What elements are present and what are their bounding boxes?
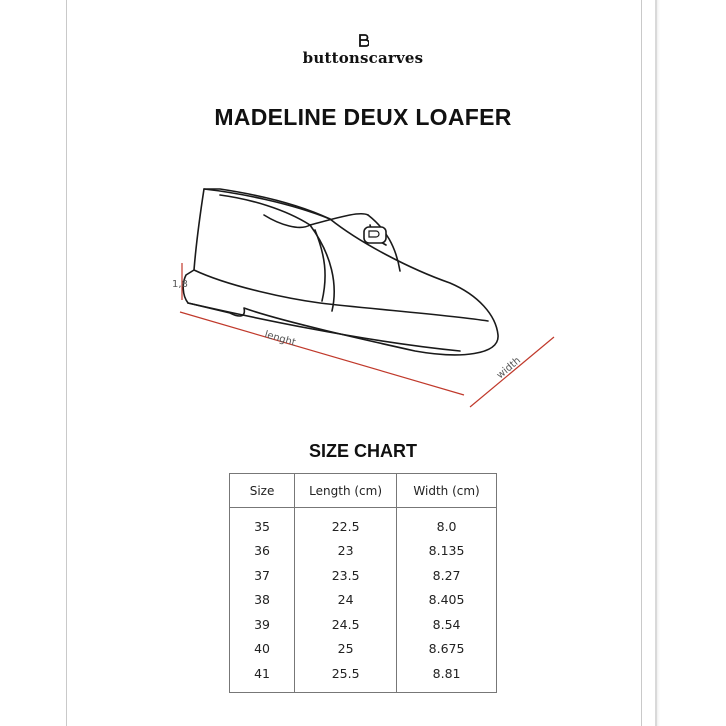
size-cell: 41 xyxy=(230,661,295,692)
length-cell: 23 xyxy=(295,539,397,564)
size-cell: 37 xyxy=(230,563,295,588)
size-cell: 36 xyxy=(230,539,295,564)
size-chart-table xyxy=(229,473,497,693)
length-cell: 25 xyxy=(295,637,397,662)
brand-logo xyxy=(0,33,726,67)
table-row xyxy=(230,539,497,564)
table-row xyxy=(230,612,497,637)
size-cell: 40 xyxy=(230,637,295,662)
length-cell: 22.5 xyxy=(295,508,397,539)
width-cell: 8.405 xyxy=(397,588,497,613)
height-label: 1,8 xyxy=(172,279,188,290)
table-row xyxy=(230,637,497,662)
width-cell: 8.135 xyxy=(397,539,497,564)
buckle-icon xyxy=(364,227,386,243)
loafer-outline xyxy=(183,189,498,355)
monogram-icon xyxy=(357,33,369,49)
size-chart-title: SIZE CHART xyxy=(309,441,417,461)
table-row xyxy=(230,661,497,692)
length-cell: 24.5 xyxy=(295,612,397,637)
size-cell: 38 xyxy=(230,588,295,613)
table-row xyxy=(230,588,497,613)
width-cell: 8.675 xyxy=(397,637,497,662)
product-title: MADELINE DEUX LOAFER xyxy=(214,104,512,130)
length-cell: 24 xyxy=(295,588,397,613)
width-label: width xyxy=(494,355,524,382)
size-cell: 39 xyxy=(230,612,295,637)
length-label: lenght xyxy=(263,329,297,349)
size-chart-header-row xyxy=(230,474,497,508)
length-cell: 25.5 xyxy=(295,661,397,692)
size-cell: 35 xyxy=(230,508,295,539)
length-measure-line xyxy=(180,312,464,395)
width-cell: 8.27 xyxy=(397,563,497,588)
brand-name: buttonscarves xyxy=(302,49,424,67)
table-row xyxy=(230,563,497,588)
length-cell: 23.5 xyxy=(295,563,397,588)
header-width: Width (cm) xyxy=(397,474,497,508)
width-cell: 8.54 xyxy=(397,612,497,637)
table-row xyxy=(230,508,497,539)
header-size: Size xyxy=(230,474,295,508)
loafer-diagram xyxy=(160,175,560,420)
width-cell: 8.0 xyxy=(397,508,497,539)
width-cell: 8.81 xyxy=(397,661,497,692)
header-length: Length (cm) xyxy=(295,474,397,508)
